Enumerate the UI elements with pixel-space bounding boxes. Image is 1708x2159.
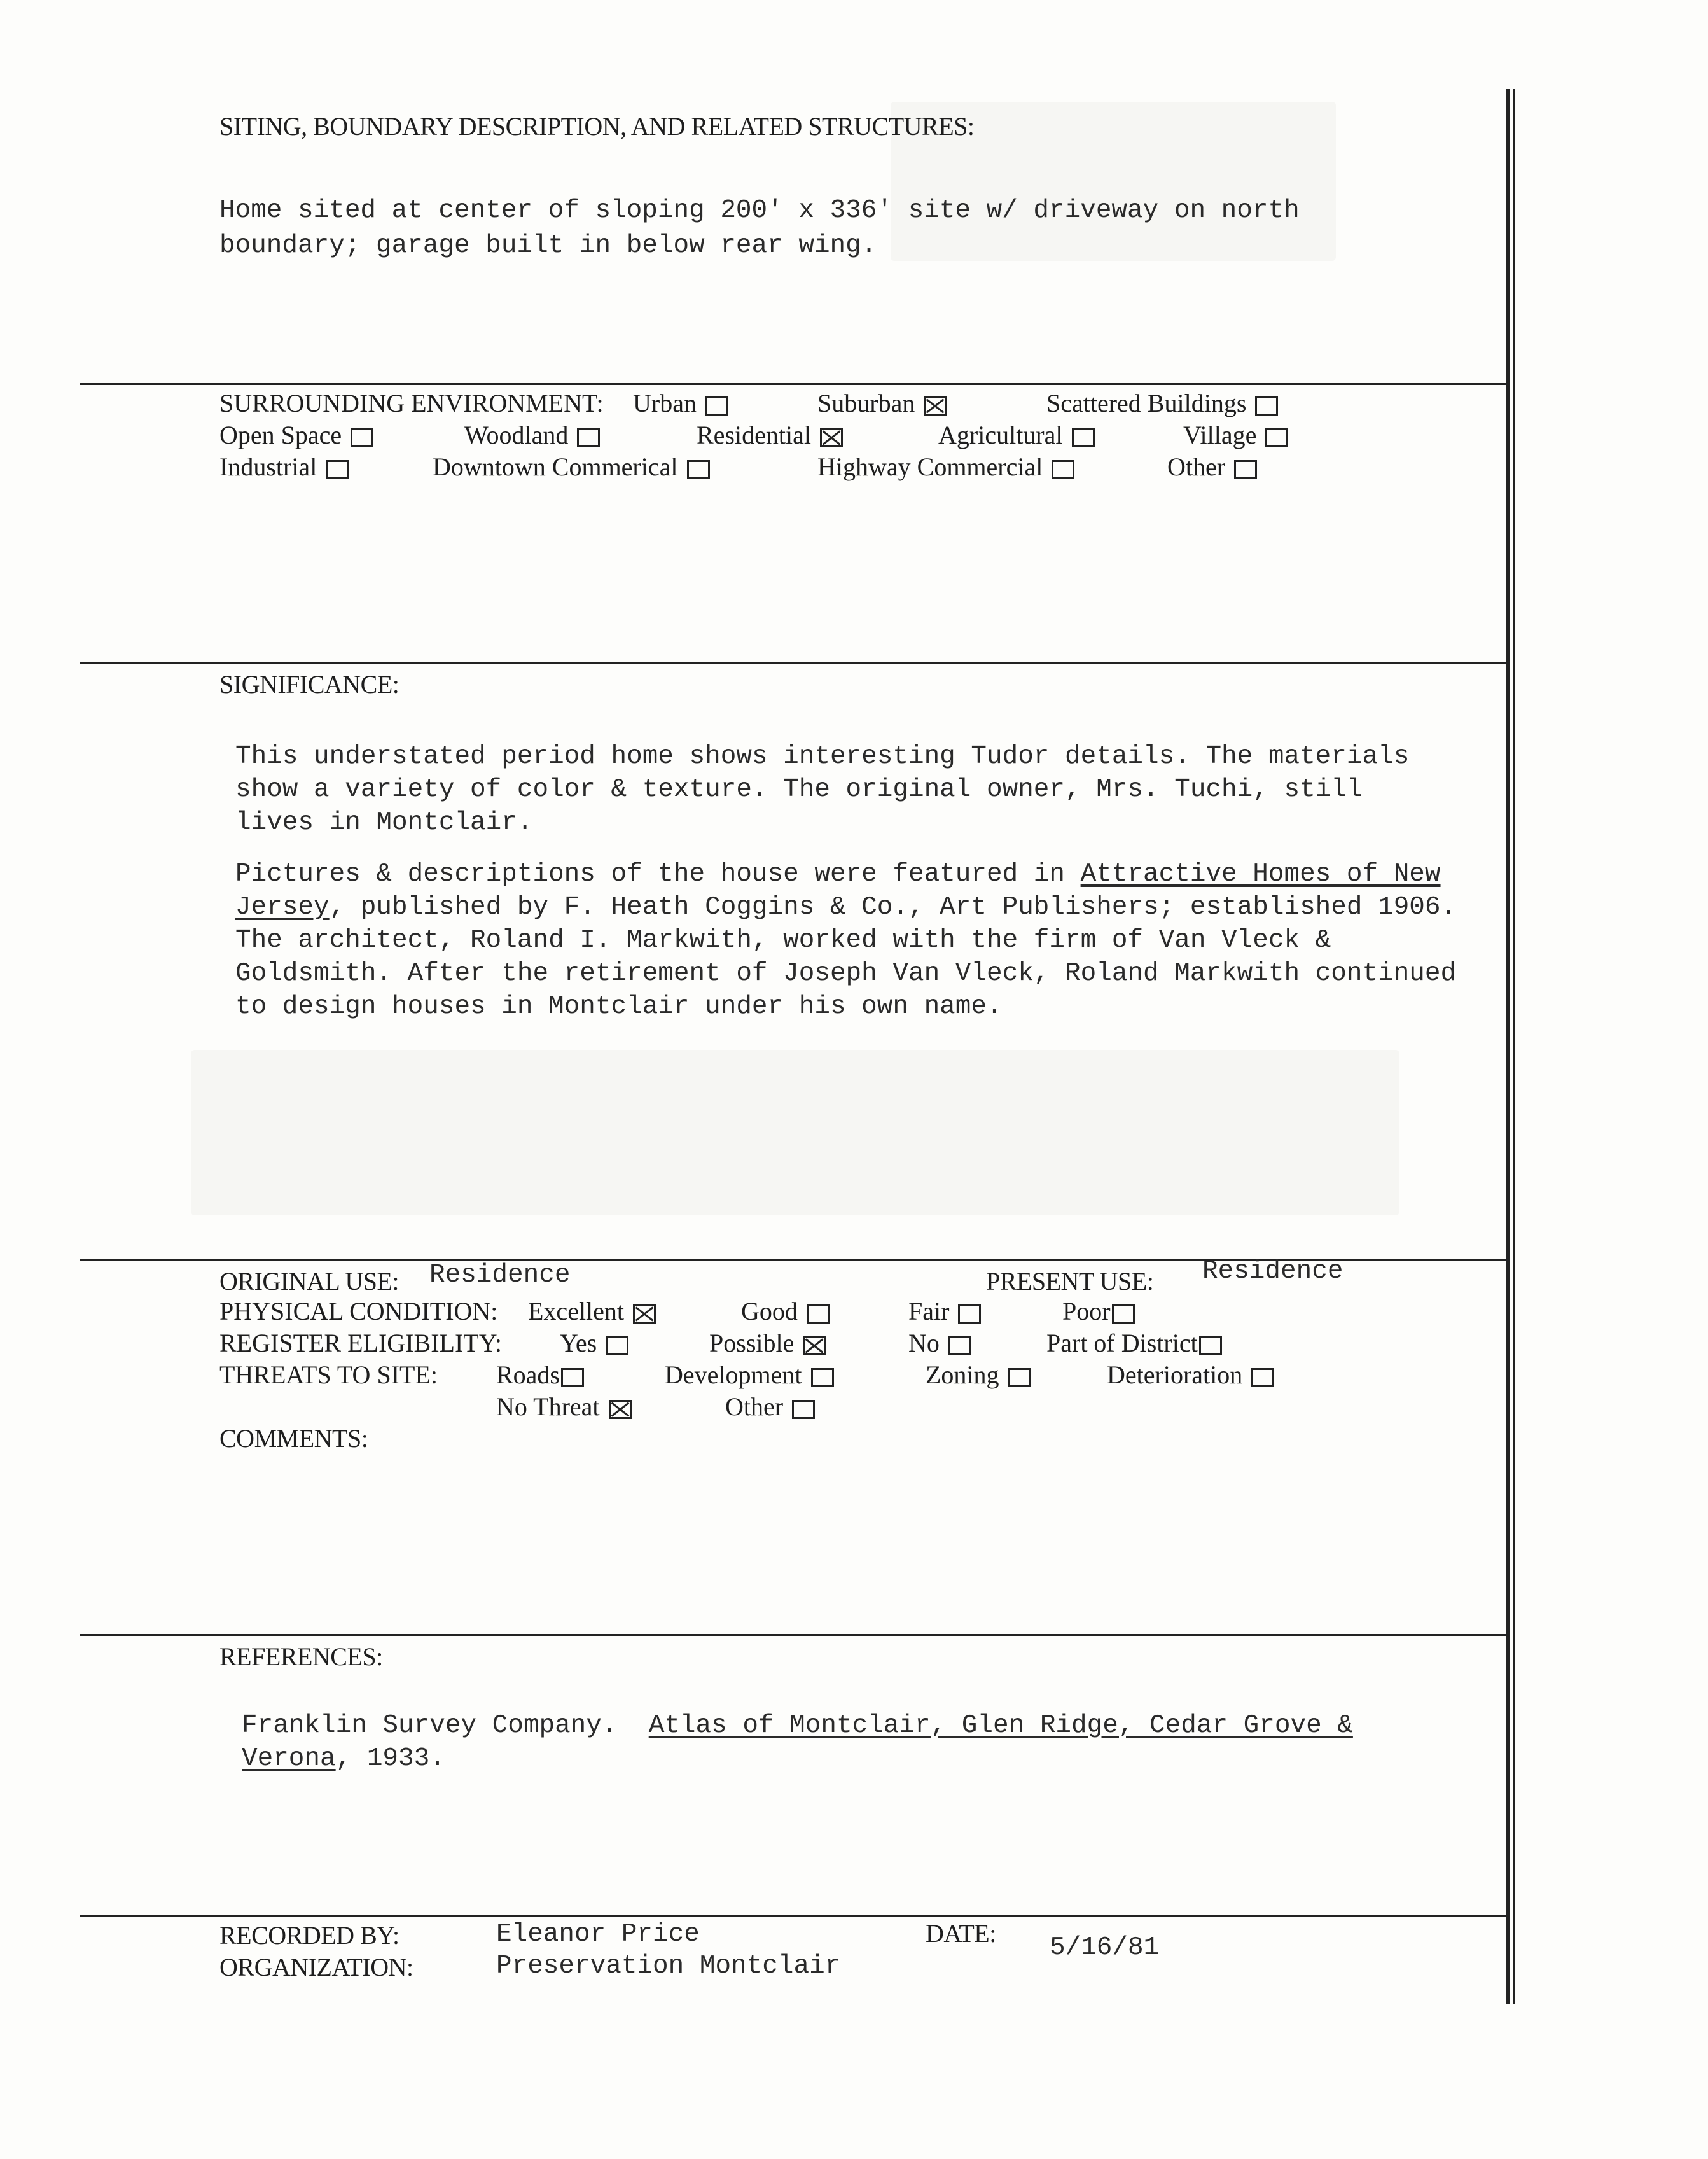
checkbox-roads[interactable] [561,1368,584,1387]
condition-label: PHYSICAL CONDITION: [219,1297,498,1325]
environment-row-3 [219,452,1428,484]
env-option-label: Open Space [219,421,342,449]
checkbox-residential[interactable] [820,428,843,447]
env-option-label: Urban [633,389,697,417]
env-option-label: Agricultural [938,421,1063,449]
checkbox-yes[interactable] [606,1336,628,1355]
env-option-label: Industrial [219,452,317,481]
checkbox-no[interactable] [948,1336,971,1355]
env-option-urban[interactable] [633,388,728,418]
threats-label: THREATS TO SITE: [219,1360,438,1389]
threat-option-deterioration[interactable] [1107,1360,1274,1390]
env-option-residential[interactable] [697,420,843,450]
significance-heading: SIGNIFICANCE: [219,670,399,699]
threats-row-2 [219,1392,1428,1423]
original-use-label: ORIGINAL USE: [219,1267,399,1296]
threat-option-label: Other [725,1392,784,1421]
checkbox-good[interactable] [807,1304,830,1324]
siting-line-2: boundary; garage built in below rear wing. [219,231,877,260]
condition-option-label: Fair [908,1297,950,1325]
checkbox-no-threat[interactable] [609,1400,632,1419]
condition-option-excellent[interactable] [528,1296,656,1326]
organization-label: ORGANIZATION: [219,1953,413,1981]
eligibility-option-no[interactable] [908,1328,971,1358]
threat-option-label: Zoning [926,1360,999,1389]
env-option-label: Woodland [464,421,569,449]
original-use-value: Residence [429,1261,571,1290]
siting-heading: SITING, BOUNDARY DESCRIPTION, AND RELATED STRUCTURES: [219,112,975,141]
checkbox-highway-commercial[interactable] [1052,460,1074,479]
env-option-other[interactable] [1167,452,1257,482]
env-option-highway-commercial[interactable] [817,452,1074,482]
env-option-label: Village [1183,421,1257,449]
env-option-village[interactable] [1183,420,1288,450]
threat-option-roads[interactable] [496,1360,584,1390]
reference-author: Franklin Survey Company. [242,1711,649,1740]
threat-option-other[interactable] [725,1392,815,1422]
checkbox-deterioration[interactable] [1251,1368,1274,1387]
eligibility-option-label: Part of District [1046,1329,1198,1357]
right-border-rule-inner [1513,89,1515,2004]
significance-paragraph-1: This understated period home shows interesting Tudor details. The materials show a variety of color & texture. The original owner, Mrs. Tuchi, still lives in Montclair. [235,742,1410,837]
date-label: DATE: [926,1919,996,1948]
env-option-suburban[interactable] [817,388,947,418]
section-divider [80,1634,1508,1636]
checkbox-poor[interactable] [1112,1304,1135,1324]
environment-row-1 [219,388,1428,420]
checkbox-threat-other[interactable] [792,1400,815,1419]
recorded-by-label: RECORDED BY: [219,1921,399,1950]
publication-title: Attractive Homes of New Jersey [235,860,1441,922]
environment-row-2 [219,420,1428,452]
env-option-open-space[interactable] [219,420,373,450]
env-option-scattered-buildings[interactable] [1046,388,1278,418]
date-value: 5/16/81 [1050,1933,1160,1962]
eligibility-option-part-of-district[interactable] [1046,1328,1222,1358]
eligibility-option-yes[interactable] [560,1328,628,1358]
siting-line-1: Home sited at center of sloping 200' x 336' site w/ driveway on north [219,196,1300,225]
env-option-label: Highway Commercial [817,452,1043,481]
threat-option-no-threat[interactable] [496,1392,632,1422]
section-divider [80,662,1508,664]
env-option-label: Suburban [817,389,915,417]
condition-option-poor[interactable] [1062,1296,1135,1326]
threat-option-zoning[interactable] [926,1360,1031,1390]
eligibility-label: REGISTER ELIGIBILITY: [219,1329,503,1357]
checkbox-excellent[interactable] [633,1304,656,1324]
condition-row [219,1296,1428,1328]
checkbox-open-space[interactable] [351,428,373,447]
reference-year: , 1933. [335,1744,445,1773]
significance-text-pre: Pictures & descriptions of the house were featured in [235,860,1081,889]
recorded-by-value: Eleanor Price [496,1920,700,1949]
right-border-rule-outer [1506,89,1510,2004]
checkbox-suburban[interactable] [924,396,947,416]
condition-option-fair[interactable] [908,1296,981,1326]
checkbox-development[interactable] [811,1368,834,1387]
section-divider [80,1915,1508,1917]
present-use-label: PRESENT USE: [986,1267,1154,1296]
env-option-label: Residential [697,421,811,449]
checkbox-downtown-commerical[interactable] [687,460,710,479]
condition-option-label: Poor [1062,1297,1111,1325]
env-option-downtown-commerical[interactable] [433,452,710,482]
eligibility-option-label: Possible [709,1329,795,1357]
threat-option-development[interactable] [665,1360,834,1390]
threat-option-label: Deterioration [1107,1360,1243,1389]
significance-paragraph-2 [235,858,1457,1023]
checkbox-agricultural[interactable] [1072,428,1095,447]
eligibility-option-label: No [908,1329,940,1357]
checkbox-scattered-buildings[interactable] [1255,396,1278,416]
checkbox-part-of-district[interactable] [1199,1336,1222,1355]
condition-option-good[interactable] [741,1296,830,1326]
threat-option-label: No Threat [496,1392,600,1421]
organization-value: Preservation Montclair [496,1952,841,1981]
eligibility-row [219,1328,1428,1360]
env-option-industrial[interactable] [219,452,349,482]
bleed-through-mark [191,1050,1399,1215]
present-use-value: Residence [1202,1257,1343,1286]
references-entry [242,1709,1399,1775]
significance-text-post: , published by F. Heath Coggins & Co., Art Publishers; established 1906. The architect, Roland I. Markwith, worked with the firm of Van Vleck & Goldsmith. After the retirement of Joseph Van Vleck, Roland Markwith continued to design houses in Montclair under his own name. [235,893,1457,1021]
references-heading: REFERENCES: [219,1642,383,1671]
checkbox-woodland[interactable] [577,428,600,447]
reference-title: Atlas of Montclair, Glen Ridge, Cedar Grove & Verona [242,1711,1353,1773]
condition-option-label: Excellent [528,1297,625,1325]
checkbox-fair[interactable] [958,1304,981,1324]
checkbox-urban[interactable] [705,396,728,416]
checkbox-zoning[interactable] [1008,1368,1031,1387]
env-option-woodland[interactable] [464,420,600,450]
environment-heading: SURROUNDING ENVIRONMENT: [219,389,604,417]
comments-label: COMMENTS: [219,1424,368,1453]
checkbox-village[interactable] [1265,428,1288,447]
checkbox-env-other[interactable] [1234,460,1257,479]
section-divider [80,383,1508,385]
eligibility-option-label: Yes [560,1329,597,1357]
checkbox-possible[interactable] [803,1336,826,1355]
env-option-label: Downtown Commerical [433,452,678,481]
eligibility-option-possible[interactable] [709,1328,826,1358]
condition-option-label: Good [741,1297,798,1325]
threats-row-1 [219,1360,1428,1392]
env-option-label: Other [1167,452,1226,481]
threat-option-label: Roads [496,1360,560,1389]
env-option-label: Scattered Buildings [1046,389,1247,417]
env-option-agricultural[interactable] [938,420,1095,450]
threat-option-label: Development [665,1360,802,1389]
checkbox-industrial[interactable] [326,460,349,479]
